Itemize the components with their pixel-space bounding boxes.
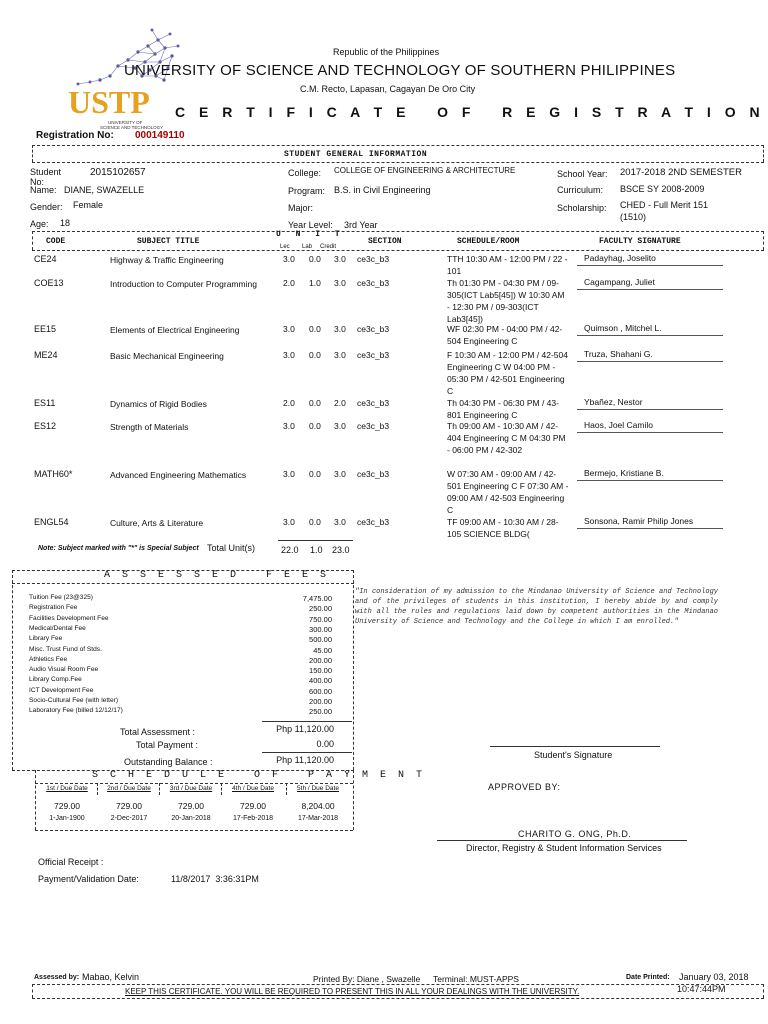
time-printed-value: 10:47:44PM: [677, 984, 726, 994]
director-title: Director, Registry & Student Information Services: [466, 843, 662, 853]
fee-amount: 300.00: [309, 624, 332, 634]
student-signature-label: Student's Signature: [534, 750, 613, 760]
subject-credit: 3.0: [334, 421, 346, 431]
subject-title: Culture, Arts & Literature: [110, 518, 204, 528]
col-credit: Credit: [320, 244, 337, 250]
payment-due-date: 17-Mar-2018: [297, 815, 339, 822]
faculty-signature-line: [577, 289, 723, 290]
payment-due-header: 2nd / Due Date: [107, 785, 151, 792]
gender-value: Female: [73, 200, 104, 210]
subject-code: ME24: [34, 350, 58, 360]
svg-text:SCIENCE AND TECHNOLOGY: SCIENCE AND TECHNOLOGY: [100, 125, 164, 130]
svg-text:USTP: USTP: [68, 84, 150, 120]
subject-credit: 2.0: [334, 398, 346, 408]
program-value: B.S. in Civil Engineering: [334, 185, 431, 195]
subject-section: ce3c_b3: [357, 254, 390, 264]
subject-schedule: Th 01:30 PM - 04:30 PM / 09-305(ICT Lab5[45]) W 10:30 AM - 12:30 PM / 09-303(ICT Lab3[45]): [447, 278, 565, 324]
college-label: College:: [288, 168, 322, 178]
faculty-signature: Ybañez, Nestor: [584, 397, 643, 407]
school-year-label: School Year:: [557, 169, 608, 179]
faculty-signature: Bermejo, Kristiane B.: [584, 468, 664, 478]
subject-credit: 3.0: [334, 517, 346, 527]
university-name: UNIVERSITY OF SCIENCE AND TECHNOLOGY OF SOUTHERN PHILIPPINES: [124, 62, 676, 79]
subject-schedule: W 07:30 AM - 09:00 AM / 42-501 Engineering C F 07:30 AM - 09:00 AM / 42-503 Engineering C: [447, 469, 569, 515]
director-name: CHARITO G. ONG, Ph.D.: [518, 829, 632, 839]
faculty-signature-line: [577, 528, 723, 529]
validation-date-label: Payment/Validation Date:: [38, 874, 139, 884]
university-address: C.M. Recto, Lapasan, Cagayan De Oro City: [300, 84, 476, 94]
payment-amount: 729.00: [178, 801, 204, 811]
fee-name: Audio Visual Room Fee: [29, 666, 99, 674]
col-unit: U N I T: [276, 230, 345, 239]
payment-due-date: 20-Jan-2018: [171, 815, 211, 822]
payment-amount: 729.00: [116, 801, 142, 811]
student-no-label: Student No:: [30, 167, 62, 187]
subject-lec: 3.0: [283, 421, 295, 431]
subject-schedule: Th 09:00 AM - 10:30 AM / 42-404 Engineering C M 04:30 PM - 06:00 PM / 42-302: [447, 421, 566, 455]
subject-section: ce3c_b3: [357, 421, 390, 431]
faculty-signature-line: [577, 361, 723, 362]
total-payment-label: Total Payment :: [136, 740, 199, 750]
fee-amount: 200.00: [309, 697, 332, 706]
subject-section: ce3c_b3: [357, 517, 390, 527]
fee-name: Medical/Dental Fee: [29, 624, 86, 632]
subject-title: Elements of Electrical Engineering: [110, 325, 240, 335]
fee-name: Athletics Fee: [29, 655, 68, 663]
payment-amount: 729.00: [240, 801, 266, 811]
col-section: SECTION: [368, 237, 402, 246]
total-lab: 1.0: [310, 545, 323, 555]
payment-due-date: 1-Jan-1900: [49, 815, 85, 822]
subject-title: Highway & Traffic Engineering: [110, 255, 224, 265]
total-assessment-label: Total Assessment :: [120, 727, 196, 737]
col-lab: Lab: [302, 244, 313, 250]
subject-credit: 3.0: [334, 469, 346, 479]
subject-code: MATH60*: [34, 469, 73, 479]
approved-by-label: APPROVED BY:: [488, 782, 561, 792]
fee-name: Library Comp.Fee: [29, 676, 82, 684]
fee-name: Laboratory Fee (billed 12/12/17): [29, 707, 123, 715]
fee-name: Tuition Fee (23@325): [29, 594, 93, 601]
fee-name: ICT Development Fee: [29, 686, 94, 694]
subject-lab: 1.0: [309, 278, 321, 288]
faculty-signature-line: [577, 335, 723, 336]
terminal: Terminal: MUST-APPS: [433, 974, 519, 984]
admission-statement: "In consideration of my admission to the Mindanao University of Science and Technology and of the privileges of students in this institution, I hereby abide by and comply with all the rules and regulations laid down by competent authorities in the Mindanao University of Science and Technology and the College in which I am enrolled.": [355, 588, 718, 626]
subject-schedule: F 10:30 AM - 12:00 PM / 42-504 Engineering C W 04:00 PM - 05:30 PM / 42-501 Engineering C: [447, 350, 568, 396]
fee-amount: 600.00: [309, 686, 332, 696]
subject-schedule: TF 09:00 AM - 10:30 AM / 28-105 SCIENCE BLDG(: [447, 517, 559, 539]
subject-credit: 3.0: [334, 350, 346, 360]
subject-credit: 3.0: [334, 254, 346, 264]
keep-certificate-notice: KEEP THIS CERTIFICATE. YOU WILL BE REQUIRED TO PRESENT THIS IN ALL YOUR DEALINGS WITH THE UNIVERSITY.: [125, 987, 580, 996]
payment-due-date: 17-Feb-2018: [232, 815, 274, 822]
total-credit: 23.0: [332, 545, 350, 555]
scholarship-value: CHED - Full Merit 151 (1510): [620, 200, 709, 222]
faculty-signature-line: [577, 409, 723, 410]
assessed-by-value: Mabao, Kelvin: [82, 972, 140, 982]
subject-lab: 0.0: [309, 517, 321, 527]
fee-name: Registration Fee: [29, 604, 78, 612]
student-no: 2015102657: [90, 167, 146, 178]
fee-name: Facilities Development Fee: [29, 614, 109, 622]
official-receipt-label: Official Receipt :: [38, 857, 104, 867]
subject-schedule: WF 02:30 PM - 04:00 PM / 42-504 Engineering C: [447, 324, 563, 346]
college-value: COLLEGE OF ENGINEERING & ARCHITECTURE: [334, 166, 516, 175]
subject-lec: 2.0: [283, 398, 295, 408]
outstanding-balance-value: Php 11,120.00: [276, 755, 334, 765]
subject-title: Strength of Materials: [110, 422, 189, 432]
subject-title: Advanced Engineering Mathematics: [110, 470, 247, 480]
age-value: 18: [60, 218, 71, 228]
subject-title: Introduction to Computer Programming: [110, 279, 257, 289]
fee-amount: 250.00: [309, 707, 332, 717]
subject-lab: 0.0: [309, 421, 321, 431]
year-level-label: Year Level:: [288, 220, 333, 230]
fee-amount: 750.00: [309, 614, 332, 624]
total-payment-value: 0.00: [316, 739, 334, 749]
fee-amount: 150.00: [309, 666, 332, 676]
subject-lec: 3.0: [283, 324, 295, 334]
svg-text:UNIVERSITY OF: UNIVERSITY OF: [108, 120, 143, 125]
payment-schedule-title: S C H E D U L E O F P A Y M E N T: [92, 770, 426, 781]
faculty-signature: Padayhag, Joselito: [584, 253, 656, 263]
faculty-signature: Haos, Joel Camilo: [584, 420, 653, 430]
subject-section: ce3c_b3: [357, 278, 390, 288]
fee-amount: 200.00: [309, 655, 332, 665]
col-subject-title: SUBJECT TITLE: [137, 237, 200, 246]
curriculum-label: Curriculum:: [557, 185, 604, 195]
faculty-signature: Quimson , Mitchel L.: [584, 323, 662, 333]
major-label: Major:: [288, 203, 314, 213]
total-assessment-value: Php 11,120.00: [276, 724, 334, 734]
faculty-signature-line: [577, 265, 723, 266]
age-label: Age:: [30, 219, 49, 229]
subject-title: Basic Mechanical Engineering: [110, 351, 224, 361]
republic-label: Republic of the Philippines: [333, 47, 440, 57]
subject-lec: 3.0: [283, 254, 295, 264]
fee-amount: 500.00: [309, 635, 332, 645]
validation-date-value: 11/8/2017 3:36:31PM: [171, 874, 259, 884]
payment-due-header: 5th / Due Date: [297, 785, 339, 792]
payment-due-header: 4th / Due Date: [232, 785, 274, 792]
col-faculty: FACULTY SIGNATURE: [599, 237, 681, 246]
subject-lab: 0.0: [309, 350, 321, 360]
name-label: Name:: [30, 185, 57, 195]
total-units-label: Total Unit(s): [207, 543, 256, 553]
subject-section: ce3c_b3: [357, 324, 390, 334]
subject-credit: 3.0: [334, 324, 346, 334]
fee-amount: 45.00: [313, 645, 332, 655]
printed-by: Printed By: Diane , Swazelle: [313, 974, 421, 984]
fee-name: Library Fee: [29, 635, 63, 643]
certificate-title: C E R T I F I C A T E O F R E G I S T R A T I O N: [175, 104, 765, 120]
subject-schedule: Th 04:30 PM - 06:30 PM / 43-801 Engineering C: [447, 398, 559, 420]
date-printed-value: January 03, 2018: [679, 972, 749, 982]
subject-lab: 0.0: [309, 469, 321, 479]
subject-lec: 3.0: [283, 350, 295, 360]
subject-schedule: TTH 10:30 AM - 12:00 PM / 22 - 101: [447, 254, 568, 276]
col-lec: Lec: [280, 244, 290, 250]
fee-name: Misc. Trust Fund of Stds.: [29, 645, 102, 653]
subject-title: Dynamics of Rigid Bodies: [110, 399, 207, 409]
registration-number: 000149110: [135, 130, 185, 141]
year-level-value: 3rd Year: [344, 220, 378, 230]
outstanding-balance-label: Outstanding Balance :: [124, 757, 213, 767]
curriculum-value: BSCE SY 2008-2009: [620, 184, 705, 194]
school-year-value: 2017-2018 2ND SEMESTER: [620, 167, 742, 178]
fee-amount: 250.00: [309, 604, 332, 614]
info-section-title: STUDENT GENERAL INFORMATION: [284, 150, 428, 159]
program-label: Program:: [288, 186, 326, 196]
subject-lec: 3.0: [283, 517, 295, 527]
special-subject-note: Note: Subject marked with "*" is Special Subject: [38, 545, 199, 552]
subject-lab: 0.0: [309, 398, 321, 408]
subject-lab: 0.0: [309, 324, 321, 334]
registration-label: Registration No:: [36, 130, 114, 141]
fee-amount: 7,475.00: [302, 594, 332, 603]
col-schedule: SCHEDULE/ROOM: [457, 237, 520, 246]
subject-lec: 2.0: [283, 278, 295, 288]
payment-due-header: 3rd / Due Date: [169, 785, 213, 792]
subject-credit: 3.0: [334, 278, 346, 288]
subject-code: CE24: [34, 254, 57, 264]
assessed-by-label: Assessed by:: [34, 974, 80, 981]
subject-code: ENGL54: [34, 517, 69, 527]
faculty-signature-line: [577, 480, 723, 481]
subject-lab: 0.0: [309, 254, 321, 264]
date-printed-label: Date Printed:: [626, 974, 670, 981]
payment-amount: 8,204.00: [301, 801, 335, 811]
subject-section: ce3c_b3: [357, 398, 390, 408]
subject-code: EE15: [34, 324, 57, 334]
payment-due-header: 1st / Due Date: [46, 785, 88, 792]
scholarship-label: Scholarship:: [557, 203, 607, 213]
gender-label: Gender:: [30, 202, 63, 212]
assessed-fees-title: A S S E S S E D F E E S: [104, 570, 330, 581]
subject-lec: 3.0: [283, 469, 295, 479]
student-name: DIANE, SWAZELLE: [64, 185, 145, 195]
faculty-signature-line: [577, 432, 723, 433]
faculty-signature: Truza, Shahani G.: [584, 349, 653, 359]
total-lec: 22.0: [281, 545, 299, 555]
col-code: CODE: [46, 237, 66, 246]
subject-section: ce3c_b3: [357, 469, 390, 479]
subject-code: COE13: [34, 278, 64, 288]
subject-code: ES11: [34, 398, 56, 408]
faculty-signature: Sonsona, Ramir Philip Jones: [584, 516, 694, 526]
payment-due-date: 2-Dec-2017: [110, 815, 148, 822]
subject-code: ES12: [34, 421, 57, 431]
fee-amount: 400.00: [309, 676, 332, 686]
subject-section: ce3c_b3: [357, 350, 390, 360]
faculty-signature: Cagampang, Juliet: [584, 277, 655, 287]
payment-amount: 729.00: [54, 801, 80, 811]
fee-name: Socio-Cultural Fee (with letter): [29, 697, 119, 704]
